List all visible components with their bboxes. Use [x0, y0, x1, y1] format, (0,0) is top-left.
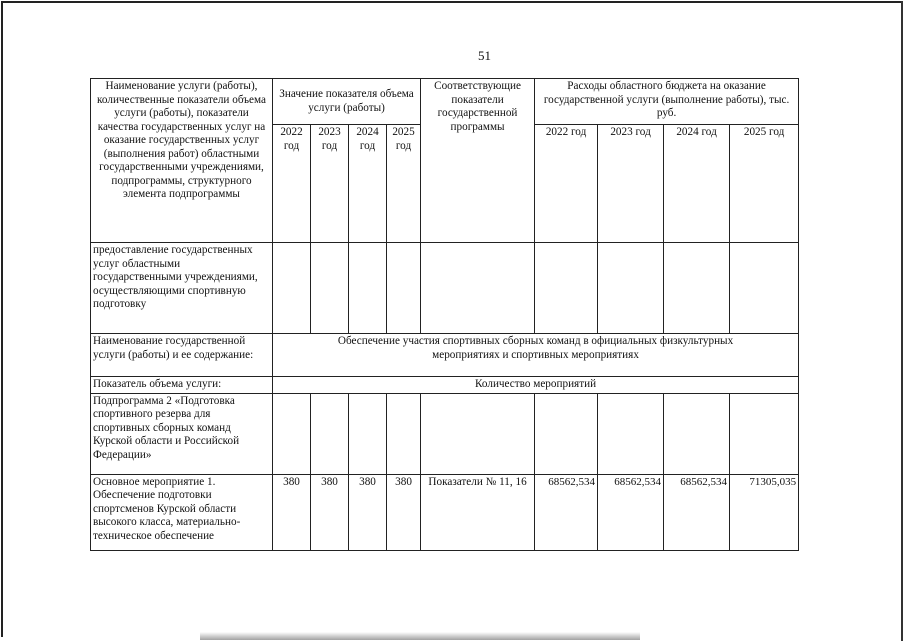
volume-row: [91, 377, 799, 394]
volume-label: Показатель объема услуги:: [91, 377, 273, 394]
measure-value: 380: [387, 474, 421, 550]
empty-cell: [664, 243, 730, 334]
empty-cell: [387, 393, 421, 474]
header-indicator-group: Значение показателя объема услуги (работы): [273, 79, 421, 125]
measure-row: [91, 474, 799, 550]
empty-cell: [273, 243, 311, 334]
header-budget-group: Расходы областного бюджета на оказание государственной услуги (выполнение работы), тыс. руб.: [535, 79, 799, 125]
page-number: 51: [478, 48, 491, 63]
empty-cell: [421, 243, 535, 334]
header-row-1: [91, 79, 799, 125]
measure-budget: 71305,035: [730, 474, 799, 550]
service-name-value: Обеспечение участия спортивных сборных команд в официальных физкультурных мероприятиях и спортивных мероприятиях: [273, 334, 799, 377]
empty-cell: [598, 243, 664, 334]
service-name-label: Наименование государственной услуги (работы) и ее содержание:: [91, 334, 273, 377]
empty-cell: [349, 393, 387, 474]
measure-budget: 68562,534: [664, 474, 730, 550]
volume-value: Количество мероприятий: [273, 377, 799, 394]
service-name-row: [91, 334, 799, 377]
empty-cell: [421, 393, 535, 474]
measure-name: Основное мероприятие 1. Обеспечение подготовки спортсменов Курской области высокого класса, материально-техническое обеспечение: [91, 474, 273, 550]
header-budget-year: 2022 год: [535, 125, 598, 243]
empty-cell: [664, 393, 730, 474]
header-indicator-year: 2023 год: [311, 125, 349, 243]
empty-cell: [311, 243, 349, 334]
empty-cell: [273, 393, 311, 474]
subprogram-row: [91, 393, 799, 474]
measure-value: 380: [311, 474, 349, 550]
empty-cell: [730, 243, 799, 334]
scan-shadow: [200, 632, 640, 640]
measure-program-indicators: Показатели № 11, 16: [421, 474, 535, 550]
continuation-row: [91, 243, 799, 334]
header-budget-year: 2023 год: [598, 125, 664, 243]
empty-cell: [311, 393, 349, 474]
continuation-text: предоставление государственных услуг областными государственными учреждениями, осуществляющими спортивную подготовку: [91, 243, 273, 334]
header-indicator-year: 2024 год: [349, 125, 387, 243]
empty-cell: [535, 243, 598, 334]
measure-budget: 68562,534: [598, 474, 664, 550]
empty-cell: [387, 243, 421, 334]
header-budget-year: 2025 год: [730, 125, 799, 243]
measure-value: 380: [349, 474, 387, 550]
page-edge-shadow: [901, 1, 903, 641]
subprogram-title: Подпрограмма 2 «Подготовка спортивного резерва для спортивных сборных команд Курской области и Российской Федерации»: [91, 393, 273, 474]
measure-value: 380: [273, 474, 311, 550]
header-indicator-year: 2022 год: [273, 125, 311, 243]
measure-budget: 68562,534: [535, 474, 598, 550]
header-indicator-year: 2025 год: [387, 125, 421, 243]
header-program-indicators: Соответствующие показатели государственной программы: [421, 79, 535, 243]
empty-cell: [535, 393, 598, 474]
header-service-name: Наименование услуги (работы), количественные показатели объема услуги (работы), показатели качества государственных услуг на оказание государственных услуг (выполнения работ) областными государственными учреждениями, подпрограммы, структурного элемента подпрограммы: [91, 79, 273, 243]
header-budget-year: 2024 год: [664, 125, 730, 243]
empty-cell: [349, 243, 387, 334]
empty-cell: [730, 393, 799, 474]
empty-cell: [598, 393, 664, 474]
budget-table: [90, 78, 799, 551]
